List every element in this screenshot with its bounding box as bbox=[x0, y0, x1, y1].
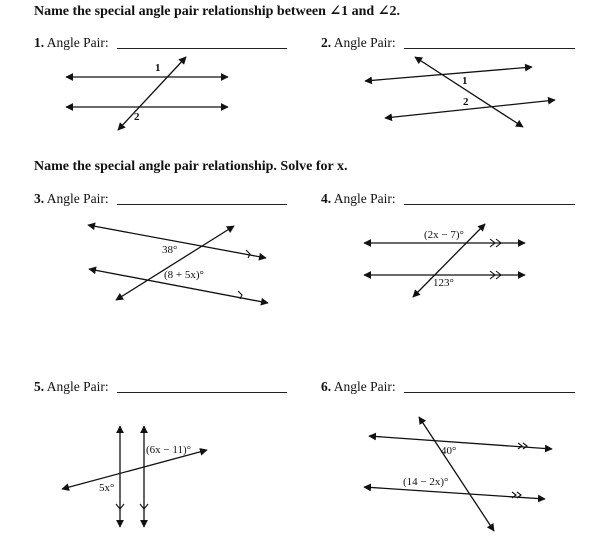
diagram-4-angle-expr-label: (2x − 7)° bbox=[424, 229, 464, 241]
problem-6-label: 6. Angle Pair: bbox=[321, 379, 396, 394]
diagram-5-angle-expr-label: (6x − 11)° bbox=[146, 444, 192, 456]
diagram-1-angle-2-label: 2 bbox=[134, 111, 140, 123]
problem-5-label: 5. Angle Pair: bbox=[34, 379, 109, 394]
heading-section-1: Name the special angle pair relationship between ∠1 and ∠2. bbox=[34, 4, 400, 19]
diagram-5-angle-5x-label: 5x° bbox=[99, 482, 115, 494]
heading-section-2: Name the special angle pair relationship. Solve for x. bbox=[34, 159, 348, 174]
diagram-2 bbox=[365, 57, 555, 127]
problem-3-label: 3. Angle Pair: bbox=[34, 191, 109, 206]
problem-1-label: 1. Angle Pair: bbox=[34, 35, 109, 50]
diagram-4-angle-123-label: 123° bbox=[433, 277, 454, 289]
diagram-3 bbox=[88, 225, 268, 303]
diagram-6-angle-40-label: 40° bbox=[441, 445, 457, 457]
problem-2-label: 2. Angle Pair: bbox=[321, 35, 396, 50]
diagram-1 bbox=[66, 57, 228, 130]
diagram-5 bbox=[62, 426, 207, 527]
diagram-6 bbox=[364, 417, 552, 531]
diagram-3-angle-38-label: 38° bbox=[162, 244, 178, 256]
diagram-2-angle-1-label: 1 bbox=[462, 75, 468, 87]
diagram-3-angle-expr-label: (8 + 5x)° bbox=[164, 269, 204, 281]
diagram-2-angle-2-label: 2 bbox=[463, 96, 469, 108]
problem-4-label: 4. Angle Pair: bbox=[321, 191, 396, 206]
diagram-6-angle-expr-label: (14 − 2x)° bbox=[403, 476, 449, 488]
diagram-1-angle-1-label: 1 bbox=[155, 62, 161, 74]
